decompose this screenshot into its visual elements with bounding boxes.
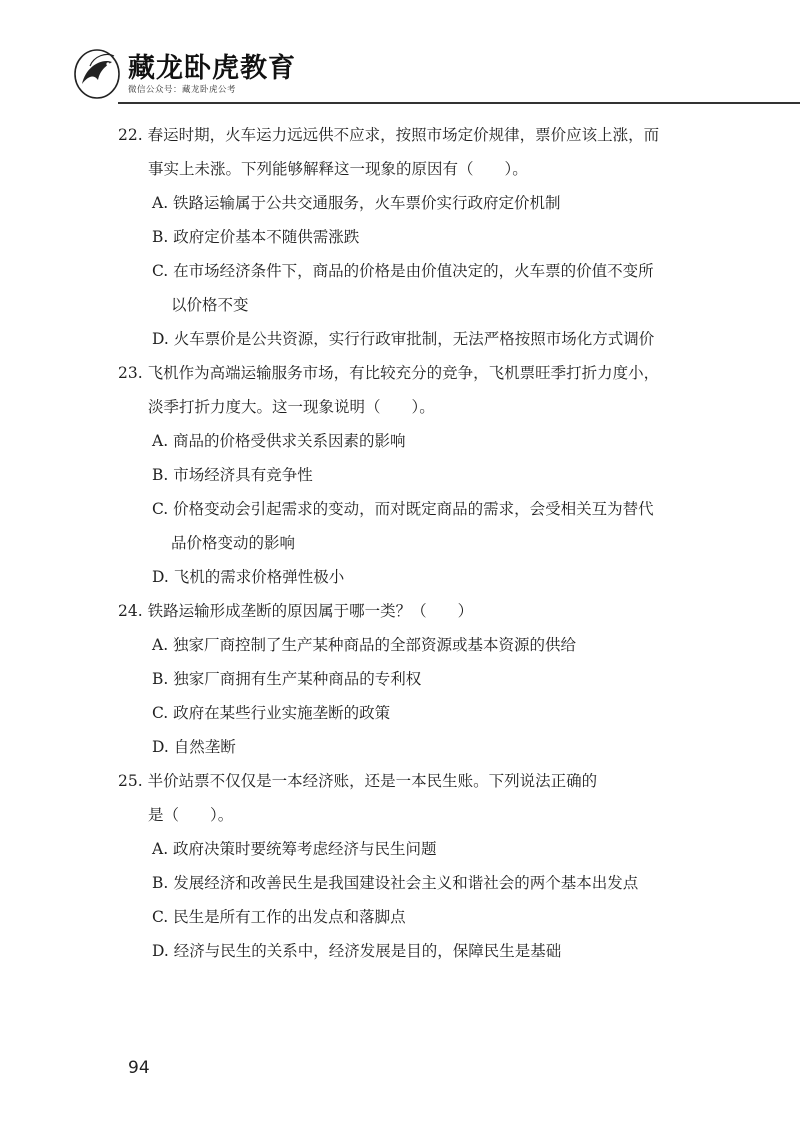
page-number: 94 bbox=[128, 1058, 150, 1078]
question-stem-line: 25. 半价站票不仅仅是一本经济账，还是一本民生账。下列说法正确的 bbox=[118, 772, 598, 790]
question-stem-line: 淡季打折力度大。这一现象说明（ ）。 bbox=[148, 398, 435, 416]
question-23 bbox=[118, 356, 718, 594]
question-stem-line: 22. 春运时期，火车运力远远供不应求，按照市场定价规律，票价应该上涨，而 bbox=[118, 126, 660, 144]
question-list bbox=[118, 118, 718, 968]
question-stem-line: 23. 飞机作为高端运输服务市场，有比较充分的竞争，飞机票旺季打折力度小， bbox=[118, 364, 660, 382]
option-text: A. 政府决策时要统筹考虑经济与民生问题 bbox=[152, 840, 437, 858]
option-text: B. 发展经济和改善民生是我国建设社会主义和谐社会的两个基本出发点 bbox=[152, 874, 639, 892]
option-text: 品价格变动的影响 bbox=[171, 534, 296, 552]
option-b bbox=[118, 662, 718, 696]
option-text: D. 火车票价是公共资源，实行行政审批制，无法严格按照市场化方式调价 bbox=[152, 330, 655, 348]
option-d bbox=[118, 322, 718, 356]
option-text: C. 价格变动会引起需求的变动，而对既定商品的需求，会受相关互为替代 bbox=[152, 500, 654, 518]
option-text: A. 商品的价格受供求关系因素的影响 bbox=[152, 432, 406, 450]
option-c bbox=[118, 696, 718, 730]
option-text: 以价格不变 bbox=[171, 296, 249, 314]
option-text: C. 民生是所有工作的出发点和落脚点 bbox=[152, 908, 406, 926]
option-text: A. 独家厂商控制了生产某种商品的全部资源或基本资源的供给 bbox=[152, 636, 577, 654]
option-d bbox=[118, 934, 718, 968]
brand-subtitle: 微信公众号：藏龙卧虎公考 bbox=[128, 85, 237, 95]
question-stem-line: 是（ ）。 bbox=[148, 806, 234, 824]
question-25 bbox=[118, 764, 718, 968]
brand-name: 藏龙卧虎教育 bbox=[128, 53, 296, 84]
option-text: B. 独家厂商拥有生产某种商品的专利权 bbox=[152, 670, 422, 688]
option-b bbox=[118, 458, 718, 492]
question-stem-line: 24. 铁路运输形成垄断的原因属于哪一类？（ ） bbox=[118, 602, 474, 620]
option-a bbox=[118, 832, 718, 866]
option-d bbox=[118, 730, 718, 764]
option-b bbox=[118, 220, 718, 254]
option-text: A. 铁路运输属于公共交通服务，火车票价实行政府定价机制 bbox=[152, 194, 561, 212]
dragon-tiger-logo-icon bbox=[72, 44, 122, 100]
question-stem-line: 事实上未涨。下列能够解释这一现象的原因有（ ）。 bbox=[148, 160, 528, 178]
option-text: B. 政府定价基本不随供需涨跌 bbox=[152, 228, 360, 246]
option-b bbox=[118, 866, 718, 900]
option-text: B. 市场经济具有竞争性 bbox=[152, 466, 313, 484]
option-a bbox=[118, 424, 718, 458]
question-24 bbox=[118, 594, 718, 764]
option-text: D. 自然垄断 bbox=[152, 738, 236, 756]
page-header bbox=[72, 38, 800, 108]
option-c bbox=[118, 254, 718, 322]
option-text: D. 经济与民生的关系中，经济发展是目的，保障民生是基础 bbox=[152, 942, 562, 960]
option-c bbox=[118, 492, 718, 560]
option-text: D. 飞机的需求价格弹性极小 bbox=[152, 568, 345, 586]
header-divider bbox=[118, 102, 800, 104]
option-a bbox=[118, 186, 718, 220]
question-22 bbox=[118, 118, 718, 356]
option-a bbox=[118, 628, 718, 662]
option-text: C. 政府在某些行业实施垄断的政策 bbox=[152, 704, 391, 722]
option-c bbox=[118, 900, 718, 934]
option-text: C. 在市场经济条件下，商品的价格是由价值决定的，火车票的价值不变所 bbox=[152, 262, 654, 280]
option-d bbox=[118, 560, 718, 594]
